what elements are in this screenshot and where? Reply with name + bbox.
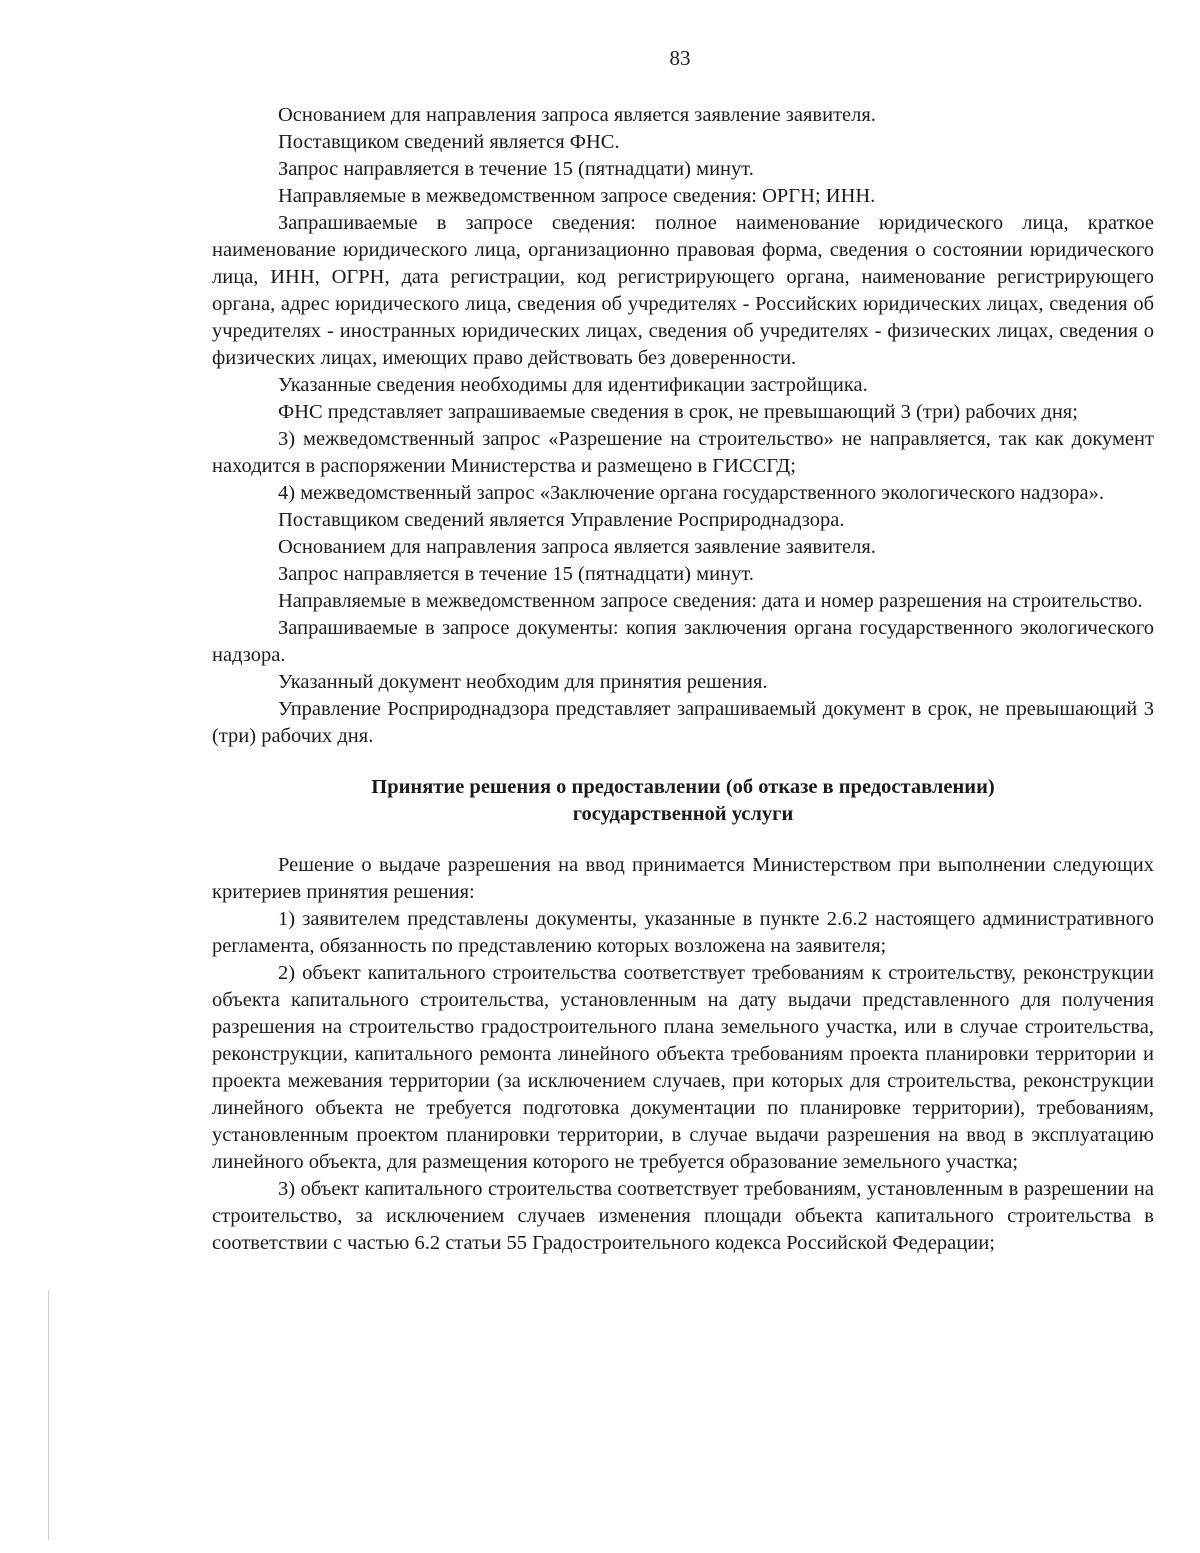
paragraph: ФНС представляет запрашиваемые сведения в срок, не превышающий 3 (три) рабочих дня; [278,401,1078,423]
paragraph: Решение о выдаче разрешения на ввод принимается Министерством при выполнении следующих критериев принятия решения: [212,854,1154,903]
section-heading-line: Принятие решения о предоставлении (об отказе в предоставлении) [371,776,995,798]
paragraph: Указанный документ необходим для принятия решения. [278,671,768,693]
paragraph: Запрос направляется в течение 15 (пятнадцати) минут. [278,158,754,180]
paragraph: Управление Росприроднадзора представляет запрашиваемый документ в срок, не превышающий 3 (три) рабочих дня. [212,698,1154,747]
paragraph: 4) межведомственный запрос «Заключение органа государственного экологического надзора». [278,482,1104,504]
paragraph: Основанием для направления запроса является заявление заявителя. [278,104,876,126]
paragraph: Направляемые в межведомственном запросе сведения: ОРГН; ИНН. [278,185,876,207]
section-heading [212,774,1154,828]
paragraph: Запрос направляется в течение 15 (пятнадцати) минут. [278,563,754,585]
paragraph: Поставщиком сведений является Управление Росприроднадзора. [278,509,845,531]
paragraph: Основанием для направления запроса является заявление заявителя. [278,536,876,558]
paragraph: Указанные сведения необходимы для идентификации застройщика. [278,374,868,396]
list-item: 1) заявителем представлены документы, указанные в пункте 2.6.2 настоящего административного регламента, обязанность по представлению которых возложена на заявителя; [212,908,1154,957]
document-body [212,102,1154,1257]
page-number: 83 [669,46,691,70]
paragraph: Поставщиком сведений является ФНС. [278,131,620,153]
paragraph: Направляемые в межведомственном запросе сведения: дата и номер разрешения на строительство. [278,590,1143,612]
paragraph: Запрашиваемые в запросе сведения: полное наименование юридического лица, краткое наименование юридического лица, организационно правовая форма, сведения о состоянии юридического лица, ИНН, ОГРН, дата регистрации, код регистрирующего органа, наименование регистрирующего органа, адрес юридического лица, сведения об учредителях - Российских юридических лицах, сведения об учредителях - иностранных юридических лицах, сведения об учредителях - физических лицах, сведения о физических лицах, имеющих право действовать без доверенности. [212,212,1154,369]
list-item: 2) объект капитального строительства соответствует требованиям к строительству, реконструкции объекта капитального строительства, установленным на дату выдачи представленного для получения разрешения на строительство градостроительного плана земельного участка, или в случае строительства, реконструкции, капитального ремонта линейного объекта требованиям проекта планировки территории и проекта межевания территории (за исключением случаев, при которых для строительства, реконструкции линейного объекта не требуется подготовка документации по планировке территории), требованиям, установленным проектом планировки территории, в случае выдачи разрешения на ввод в эксплуатацию линейного объекта, для размещения которого не требуется образование земельного участка; [212,962,1154,1173]
paragraph: Запрашиваемые в запросе документы: копия заключения органа государственного экологического надзора. [212,617,1154,666]
paragraph: 3) межведомственный запрос «Разрешение на строительство» не направляется, так как документ находится в распоряжении Министерства и размещено в ГИССГД; [212,428,1154,477]
list-item: 3) объект капитального строительства соответствует требованиям, установленным в разрешении на строительство, за исключением случаев изменения площади объекта капитального строительства в соответствии с частью 6.2 статьи 55 Градостроительного кодекса Российской Федерации; [212,1178,1154,1254]
section-heading-line: государственной услуги [572,803,794,825]
scan-edge-line [48,1290,49,1540]
